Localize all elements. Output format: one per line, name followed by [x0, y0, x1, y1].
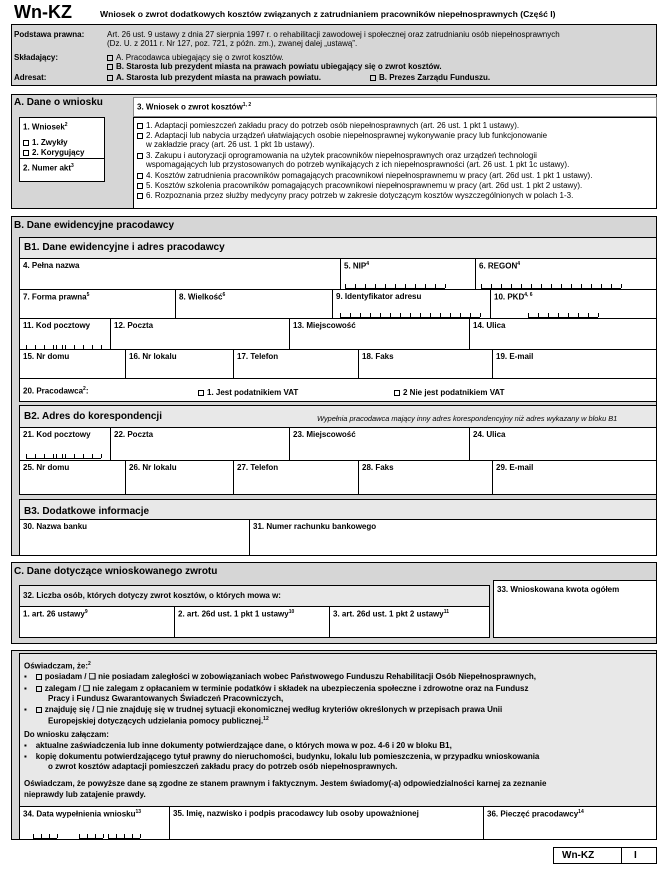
field-11-postal-code[interactable]: 11. Kod pocztowy [19, 318, 111, 350]
digit-comb [56, 343, 101, 350]
field-10-pkd[interactable]: 10. PKD$^{4, 6}$ [490, 289, 657, 319]
field-7-legal-form[interactable]: 7. Forma prawna$^5$ [19, 289, 176, 319]
field-14-street[interactable]: 14. Ulica [469, 318, 657, 350]
field-3-header: 3. Wniosek o zwrot kosztów$^{1, 2}$ [133, 97, 657, 117]
field-24-street[interactable]: 24. Ulica [469, 427, 657, 461]
checkbox-icon[interactable] [137, 123, 143, 129]
field-20-employer-vat: 20. Pracodawca$^2$: 1. Jest podatnikiem VAT 2 Nie jest podatnikiem VAT [19, 378, 657, 402]
checkbox-icon[interactable] [137, 183, 143, 189]
checkbox-icon[interactable] [137, 193, 143, 199]
checkbox-icon[interactable] [23, 150, 29, 156]
declaration-title: Oświadczam, że:$^2$ [24, 661, 91, 671]
checkbox-icon[interactable] [36, 707, 42, 713]
checkbox-icon[interactable] [107, 75, 113, 81]
field-27-phone[interactable]: 27. Telefon [233, 460, 359, 495]
b2-title: B2. Adres do korespondencji [24, 411, 162, 422]
field-33-total-amount[interactable]: 33. Wnioskowana kwota ogółem [493, 580, 657, 638]
field-13-city[interactable]: 13. Miejscowość [289, 318, 470, 350]
cost-item-1[interactable]: 1. Adaptacji pomieszczeń zakładu pracy do potrzeb osób niepełnosprawnych (art. 26 ust. 1 pkt 1 ustawy). [137, 121, 519, 130]
field-29-email[interactable]: 29. E-mail [492, 460, 657, 495]
field-18-fax[interactable]: 18. Faks [358, 349, 493, 379]
attachment-1: ▪ aktualne zaświadczenia lub inne dokumenty potwierdzające dane, o których mowa w poz. 4-6 i 20 w bloku B1, [24, 741, 452, 750]
digit-comb [108, 832, 140, 839]
field-5-nip[interactable]: 5. NIP$^4$ [340, 258, 476, 290]
digit-comb [481, 282, 621, 289]
field-4-full-name[interactable]: 4. Pełna nazwa [19, 258, 341, 290]
addressee-option-b[interactable]: B. Prezes Zarządu Funduszu. [370, 73, 490, 82]
field-23-city[interactable]: 23. Miejscowość [289, 427, 470, 461]
cost-item-6[interactable]: 6. Rozpoznania przez służby medycyny pracy potrzeb w zakresie dotyczącym kosztów wyszczególnionych w polach 1-3. [137, 191, 573, 200]
field-16-apartment-number[interactable]: 16. Nr lokalu [125, 349, 234, 379]
attachment-2-cont: o zwrot kosztów adaptacji pomieszczeń zakładu pracy do potrzeb osób niepełnosprawnych. [48, 762, 398, 771]
declaration-line-2: ▪ zalegam / ❏ nie zalegam z opłacaniem w terminie podatków i składek na ubezpieczenia społeczne i zdrowotne oraz na Fundusz [24, 684, 529, 693]
field-15-house-number[interactable]: 15. Nr domu [19, 349, 126, 379]
field-35-signature[interactable]: 35. Imię, nazwisko i podpis pracodawcy lub osoby upoważnionej [169, 806, 484, 840]
footer-part: I [634, 850, 637, 861]
basis-label: Podstawa prawna: [14, 30, 85, 39]
field-2-file-number[interactable]: 2. Numer akt$^3$ [19, 158, 105, 182]
field-12-post-office[interactable]: 12. Poczta [110, 318, 290, 350]
statement-line-2: nieprawdy lub zatajenie prawdy. [24, 790, 146, 799]
field-32-header: 32. Liczba osób, których dotyczy zwrot kosztów, o których mowa w: [19, 585, 490, 607]
option-ordinary[interactable]: 1. Zwykły [23, 138, 68, 147]
footer-code: Wn-KZ [562, 850, 595, 861]
declaration-line-2-cont: Pracy i Fundusz Gwarantowanych Świadczeń Pracowniczych, [48, 694, 284, 703]
submitter-label: Składający: [14, 53, 59, 62]
addressee-label: Adresat: [14, 73, 47, 82]
field-21-postal-code[interactable]: 21. Kod pocztowy [19, 427, 111, 461]
checkbox-icon[interactable] [198, 390, 204, 396]
vat-payer-option[interactable]: 1. Jest podatnikiem VAT [198, 388, 298, 397]
field-30-bank-name[interactable]: 30. Nazwa banku [19, 519, 250, 556]
field-25-house-number[interactable]: 25. Nr domu [19, 460, 126, 495]
form-code: Wn-KZ [14, 2, 72, 22]
checkbox-icon[interactable] [107, 55, 113, 61]
attachment-2: ▪ kopię dokumentu potwierdzającego tytuł prawny do nieruchomości, budynku, lokalu lub pomieszczenia, w przypadku wnioskowania [24, 752, 540, 761]
cost-item-2[interactable]: 2. Adaptacji lub nabycia urządzeń ułatwiających osobie niepełnosprawnej wykonywanie pracy lub funkcjonowanie [137, 131, 547, 140]
checkbox-icon[interactable] [36, 674, 42, 680]
field-31-bank-account[interactable]: 31. Numer rachunku bankowego [249, 519, 657, 556]
field-26-apartment-number[interactable]: 26. Nr lokalu [125, 460, 234, 495]
field-6-regon[interactable]: 6. REGON$^4$ [475, 258, 657, 290]
b2-note: Wypełnia pracodawca mający inny adres korespondencyjny niż adres wykazany w bloku B1 [317, 414, 618, 423]
non-vat-payer-option[interactable]: 2 Nie jest podatnikiem VAT [394, 388, 505, 397]
field-9-address-id[interactable]: 9. Identyfikator adresu [332, 289, 491, 319]
field-8-size[interactable]: 8. Wielkość$^6$ [175, 289, 333, 319]
digit-comb [33, 832, 57, 839]
cost-item-5[interactable]: 5. Kosztów szkolenia pracowników pomagających pracownikowi niepełnosprawnemu w pracy (art. 26d ust. 1 pkt 2 ustawy). [137, 181, 582, 190]
checkbox-icon[interactable] [137, 173, 143, 179]
footer-divider [621, 847, 622, 864]
cost-item-3-cont: wspomagających lub przystosowanych do potrzeb wynikających z ich niepełnosprawności (art. 26 ust. 1 pkt 1c ustawy). [146, 160, 570, 169]
checkbox-icon[interactable] [23, 140, 29, 146]
section-a-title: A. Dane o wniosku [14, 97, 103, 108]
declaration-line-3: ▪ znajduję się / ❏ nie znajduję się w trudnej sytuacji ekonomicznej według kryteriów określonych w przepisach prawa Unii [24, 705, 503, 714]
checkbox-icon[interactable] [370, 75, 376, 81]
digit-comb [340, 311, 480, 318]
declaration-line-3-cont: Europejskiej dotyczących udzielania pomocy publicznej.$^{12}$ [48, 716, 269, 726]
checkbox-icon[interactable] [36, 686, 42, 692]
declaration-line-1: ▪ posiadam / ❏ nie posiadam zaległości w zobowiązaniach wobec Państwowego Funduszu Rehabilitacji Osób Niepełnosprawnych, [24, 672, 536, 681]
field-34-date[interactable]: 34. Data wypełnienia wniosku$^{13}$ [19, 806, 170, 840]
cost-item-4[interactable]: 4. Kosztów zatrudnienia pracowników pomagających pracownikowi niepełnosprawnemu w pracy (art. 26d ust. 1 pkt 1 ustawy). [137, 171, 592, 180]
submitter-option-a[interactable]: A. Pracodawca ubiegający się o zwrot kosztów. [107, 53, 284, 62]
checkbox-icon[interactable] [137, 133, 143, 139]
b3-title: B3. Dodatkowe informacje [24, 506, 150, 517]
attachments-title: Do wniosku załączam: [24, 730, 109, 739]
digit-comb [56, 452, 101, 459]
section-b-title: B. Dane ewidencyjne pracodawcy [14, 220, 175, 231]
checkbox-icon[interactable] [394, 390, 400, 396]
basis-text-2: (Dz. U. z 2011 r. Nr 127, poz. 721, z późn. zm.), zwanej dalej „ustawą”. [107, 39, 358, 48]
basis-text-1: Art. 26 ust. 9 ustawy z dnia 27 sierpnia 1997 r. o rehabilitacji zawodowej i społecznej oraz zatrudnianiu osób niepełnosprawnych [107, 30, 560, 39]
cost-item-2-cont: w zakładzie pracy (art. 26 ust. 1 pkt 1b ustawy). [146, 140, 315, 149]
cost-item-3[interactable]: 3. Zakupu i autoryzacji oprogramowania na użytek pracowników niepełnosprawnych oraz urządzeń technologii [137, 151, 537, 160]
field-22-post-office[interactable]: 22. Poczta [110, 427, 290, 461]
digit-comb [79, 832, 103, 839]
checkbox-icon[interactable] [107, 64, 113, 70]
submitter-option-b[interactable]: B. Starosta lub prezydent miasta na prawach powiatu ubiegający się o zwrot kosztów. [107, 62, 442, 71]
field-32-2[interactable]: 2. art. 26d ust. 1 pkt 1 ustawy$^{10}$ [174, 606, 330, 638]
option-correcting[interactable]: 2. Korygujący [23, 148, 84, 157]
field-28-fax[interactable]: 28. Faks [358, 460, 493, 495]
digit-comb [528, 311, 598, 318]
field-19-email[interactable]: 19. E-mail [492, 349, 657, 379]
field-17-phone[interactable]: 17. Telefon [233, 349, 359, 379]
field-36-stamp[interactable]: 36. Pieczęć pracodawcy$^{14}$ [483, 806, 657, 840]
field-32-1[interactable]: 1. art. 26 ustawy$^9$ [19, 606, 175, 638]
digit-comb [345, 282, 445, 289]
form-title: Wniosek o zwrot dodatkowych kosztów związanych z zatrudnianiem pracowników niepełnosprawnych (Część I) [100, 9, 556, 19]
addressee-option-a[interactable]: A. Starosta lub prezydent miasta na prawach powiatu. [107, 73, 321, 82]
field-1-application-type: 1. Wniosek$^2$ 1. Zwykły 2. Korygujący [19, 117, 105, 160]
statement-line-1: Oświadczam, że powyższe dane są zgodne ze stanem prawnym i faktycznym. Jestem świadomy(-a) odpowiedzialności karnej za zeznanie [24, 779, 547, 788]
b1-title: B1. Dane ewidencyjne i adres pracodawcy [24, 242, 225, 253]
checkbox-icon[interactable] [137, 153, 143, 159]
section-c-title: C. Dane dotyczące wnioskowanego zwrotu [14, 566, 218, 577]
field-32-3[interactable]: 3. art. 26d ust. 1 pkt 2 ustawy$^{11}$ [329, 606, 490, 638]
